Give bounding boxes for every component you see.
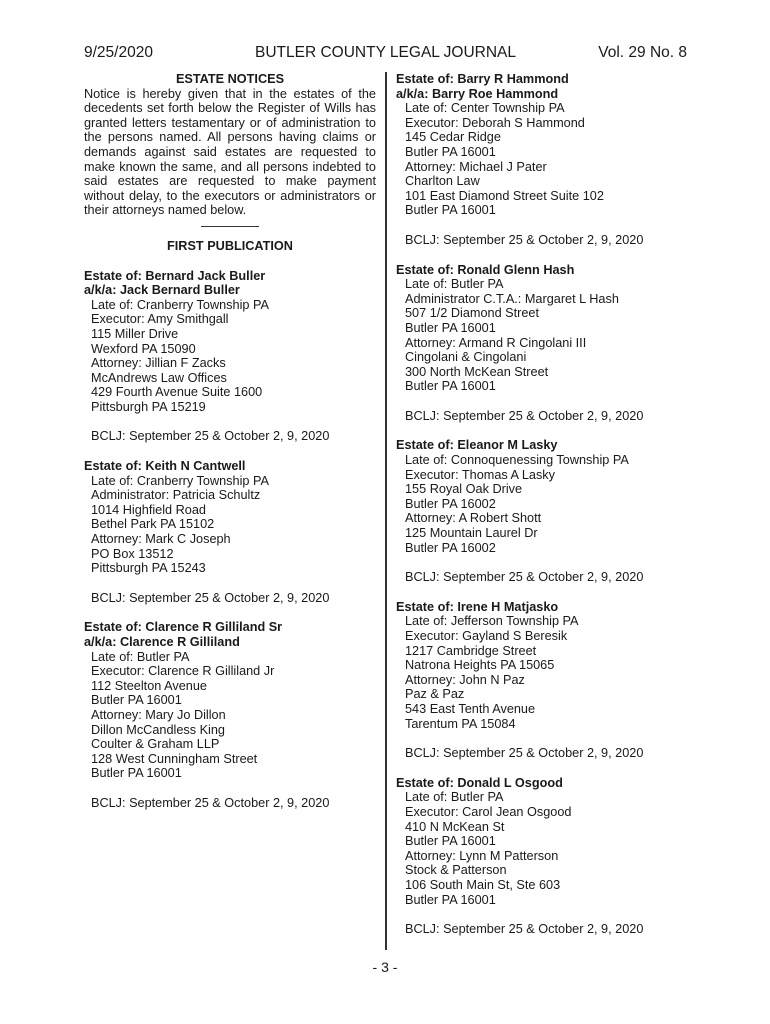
estate-detail-line: Wexford PA 15090	[91, 341, 196, 356]
estate-detail-line: Butler PA 16002	[405, 540, 496, 555]
estate-detail-line: Attorney: Mark C Joseph	[91, 532, 231, 547]
estate-detail-line: Late of: Butler PA	[405, 790, 504, 805]
estate-detail-line: Attorney: Lynn M Patterson	[405, 848, 559, 863]
estate-detail-line: Stock & Patterson	[405, 863, 507, 878]
estate-detail-line: Cingolani & Cingolani	[405, 350, 527, 365]
estate-notice	[84, 459, 376, 605]
volume-number: Vol. 29 No. 8	[598, 44, 687, 61]
estate-detail-line: Charlton Law	[405, 174, 480, 189]
issue-date: 9/25/2020	[84, 44, 153, 61]
publication-dates: BCLJ: September 25 & October 2, 9, 2020	[405, 408, 644, 423]
estate-detail-line: Executor: Gayland S Beresik	[405, 629, 568, 643]
estate-detail-line: Natrona Heights PA 15065	[405, 658, 555, 673]
estate-detail-line: 300 North McKean Street	[405, 364, 549, 379]
estate-detail-line: 112 Steelton Avenue	[91, 678, 207, 693]
estate-name: Estate of: Bernard Jack Buller	[84, 268, 266, 283]
estate-name: Estate of: Keith N Cantwell	[84, 459, 246, 474]
estate-detail-line: PO Box 13512	[91, 546, 174, 561]
estate-name: Estate of: Ronald Glenn Hash	[396, 262, 575, 277]
estate-detail-line: Executor: Carol Jean Osgood	[405, 804, 572, 819]
notices-heading: ESTATE NOTICES	[175, 72, 285, 86]
estate-detail-line: 106 South Main St, Ste 603	[405, 877, 561, 892]
estate-detail-line: Late of: Cranberry Township PA	[91, 297, 269, 312]
estate-detail-line: Pittsburgh PA 15243	[91, 561, 206, 576]
estate-name: Estate of: Irene H Matjasko	[396, 599, 559, 614]
estate-detail-line: Butler PA 16001	[405, 892, 496, 907]
estate-detail-line: 1217 Cambridge Street	[405, 643, 537, 658]
estate-detail-line: Attorney: Mary Jo Dillon	[91, 707, 226, 722]
section-separator	[201, 226, 259, 227]
estate-detail-line: Executor: Amy Smithgall	[91, 312, 229, 327]
estate-detail-line: Executor: Thomas A Lasky	[405, 467, 555, 482]
publication-dates: BCLJ: September 25 & October 2, 9, 2020	[405, 232, 644, 247]
estate-detail-line: Butler PA 16001	[405, 144, 496, 159]
estate-name: Estate of: Eleanor M Lasky	[396, 438, 558, 453]
publication-dates: BCLJ: September 25 & October 2, 9, 2020	[91, 429, 330, 444]
estate-detail-line: Dillon McCandless King	[91, 722, 225, 737]
estate-detail-line: Butler PA 16001	[405, 834, 496, 849]
estate-detail-line: Butler PA 16001	[405, 203, 496, 218]
estate-detail-line: Attorney: A Robert Shott	[405, 511, 542, 526]
page-header	[84, 44, 687, 64]
estate-detail-line: 543 East Tenth Avenue	[405, 701, 536, 716]
estate-detail-line: 125 Mountain Laurel Dr	[405, 526, 538, 541]
estate-detail-line: Attorney: John N Paz	[405, 672, 525, 687]
publication-dates: BCLJ: September 25 & October 2, 9, 2020	[91, 590, 330, 605]
estate-detail-line: Administrator: Patricia Schultz	[91, 488, 261, 503]
estate-aka: a/k/a: Jack Bernard Buller	[84, 283, 240, 298]
publication-dates: BCLJ: September 25 & October 2, 9, 2020	[405, 746, 644, 761]
estate-notice	[396, 72, 688, 248]
publication-dates: BCLJ: September 25 & October 2, 9, 2020	[91, 795, 330, 810]
estate-detail-line: Administrator C.T.A.: Margaret L Hash	[405, 291, 619, 306]
estate-notice	[84, 269, 376, 445]
journal-title: BUTLER COUNTY LEGAL JOURNAL	[255, 44, 516, 61]
estate-detail-line: Late of: Butler PA	[405, 277, 504, 292]
estate-detail-line: 128 West Cunningham Street	[91, 751, 258, 766]
notice-intro: Notice is hereby given that in the estates of the decedents set forth below the Register of Wills has granted letters testamentary or of administration to the persons named. All persons having claims or demands against said estates are requested to make known the same, and all persons indebted to said estates are requested to make payment without delay, to the executors or administrators or their attorneys named below.	[84, 86, 376, 218]
estate-detail-line: Executor: Clarence R Gilliland Jr	[91, 664, 275, 679]
estate-name: Estate of: Barry R Hammond	[396, 72, 569, 86]
estate-aka: a/k/a: Barry Roe Hammond	[396, 86, 559, 101]
estate-detail-line: 1014 Highfield Road	[91, 502, 206, 517]
estate-detail-line: Butler PA 16002	[405, 496, 496, 511]
column-divider	[385, 72, 387, 950]
estate-detail-line: Late of: Connoquenessing Township PA	[405, 453, 629, 468]
estate-name: Estate of: Donald L Osgood	[396, 775, 563, 790]
estate-detail-line: Late of: Jefferson Township PA	[405, 614, 579, 629]
estate-detail-line: Coulter & Graham LLP	[91, 737, 220, 752]
right-column	[396, 72, 688, 952]
left-estate-list	[84, 269, 376, 811]
estate-notice	[396, 776, 688, 937]
estate-detail-line: 410 N McKean St	[405, 819, 505, 834]
estate-detail-line: Butler PA 16001	[91, 766, 182, 781]
page-number: - 3 -	[372, 959, 398, 975]
estate-detail-line: 155 Royal Oak Drive	[405, 482, 523, 497]
estate-detail-line: Butler PA 16001	[405, 379, 496, 394]
section-heading: FIRST PUBLICATION	[167, 238, 293, 253]
publication-dates: BCLJ: September 25 & October 2, 9, 2020	[405, 922, 644, 937]
estate-detail-line: Late of: Center Township PA	[405, 101, 565, 116]
estate-detail-line: Tarentum PA 15084	[405, 716, 516, 731]
estate-detail-line: 429 Fourth Avenue Suite 1600	[91, 385, 263, 400]
estate-detail-line: Butler PA 16001	[405, 320, 496, 335]
estate-detail-line: Paz & Paz	[405, 687, 465, 702]
estate-detail-line: Attorney: Armand R Cingolani III	[405, 335, 587, 350]
estate-detail-line: 145 Cedar Ridge	[405, 130, 501, 145]
estate-name: Estate of: Clarence R Gilliland Sr	[84, 620, 283, 635]
estate-detail-line: 507 1/2 Diamond Street	[405, 306, 540, 321]
right-estate-list	[396, 72, 688, 937]
estate-detail-line: Late of: Butler PA	[91, 649, 190, 664]
estate-detail-line: Bethel Park PA 15102	[91, 517, 215, 532]
estate-detail-line: Attorney: Jillian F Zacks	[91, 356, 226, 371]
estate-detail-line: Pittsburgh PA 15219	[91, 399, 206, 414]
publication-dates: BCLJ: September 25 & October 2, 9, 2020	[405, 570, 644, 585]
estate-detail-line: Butler PA 16001	[91, 693, 182, 708]
estate-detail-line: 101 East Diamond Street Suite 102	[405, 188, 604, 203]
estate-notice	[396, 438, 688, 584]
estate-detail-line: Attorney: Michael J Pater	[405, 159, 547, 174]
estate-detail-line: 115 Miller Drive	[91, 326, 179, 341]
left-column	[84, 72, 376, 826]
estate-notice	[84, 620, 376, 810]
estate-notice	[396, 263, 688, 424]
estate-detail-line: Late of: Cranberry Township PA	[91, 473, 269, 488]
estate-detail-line: Executor: Deborah S Hammond	[405, 115, 585, 130]
estate-detail-line: McAndrews Law Offices	[91, 370, 227, 385]
estate-notice	[396, 600, 688, 761]
estate-aka: a/k/a: Clarence R Gilliland	[84, 635, 240, 649]
